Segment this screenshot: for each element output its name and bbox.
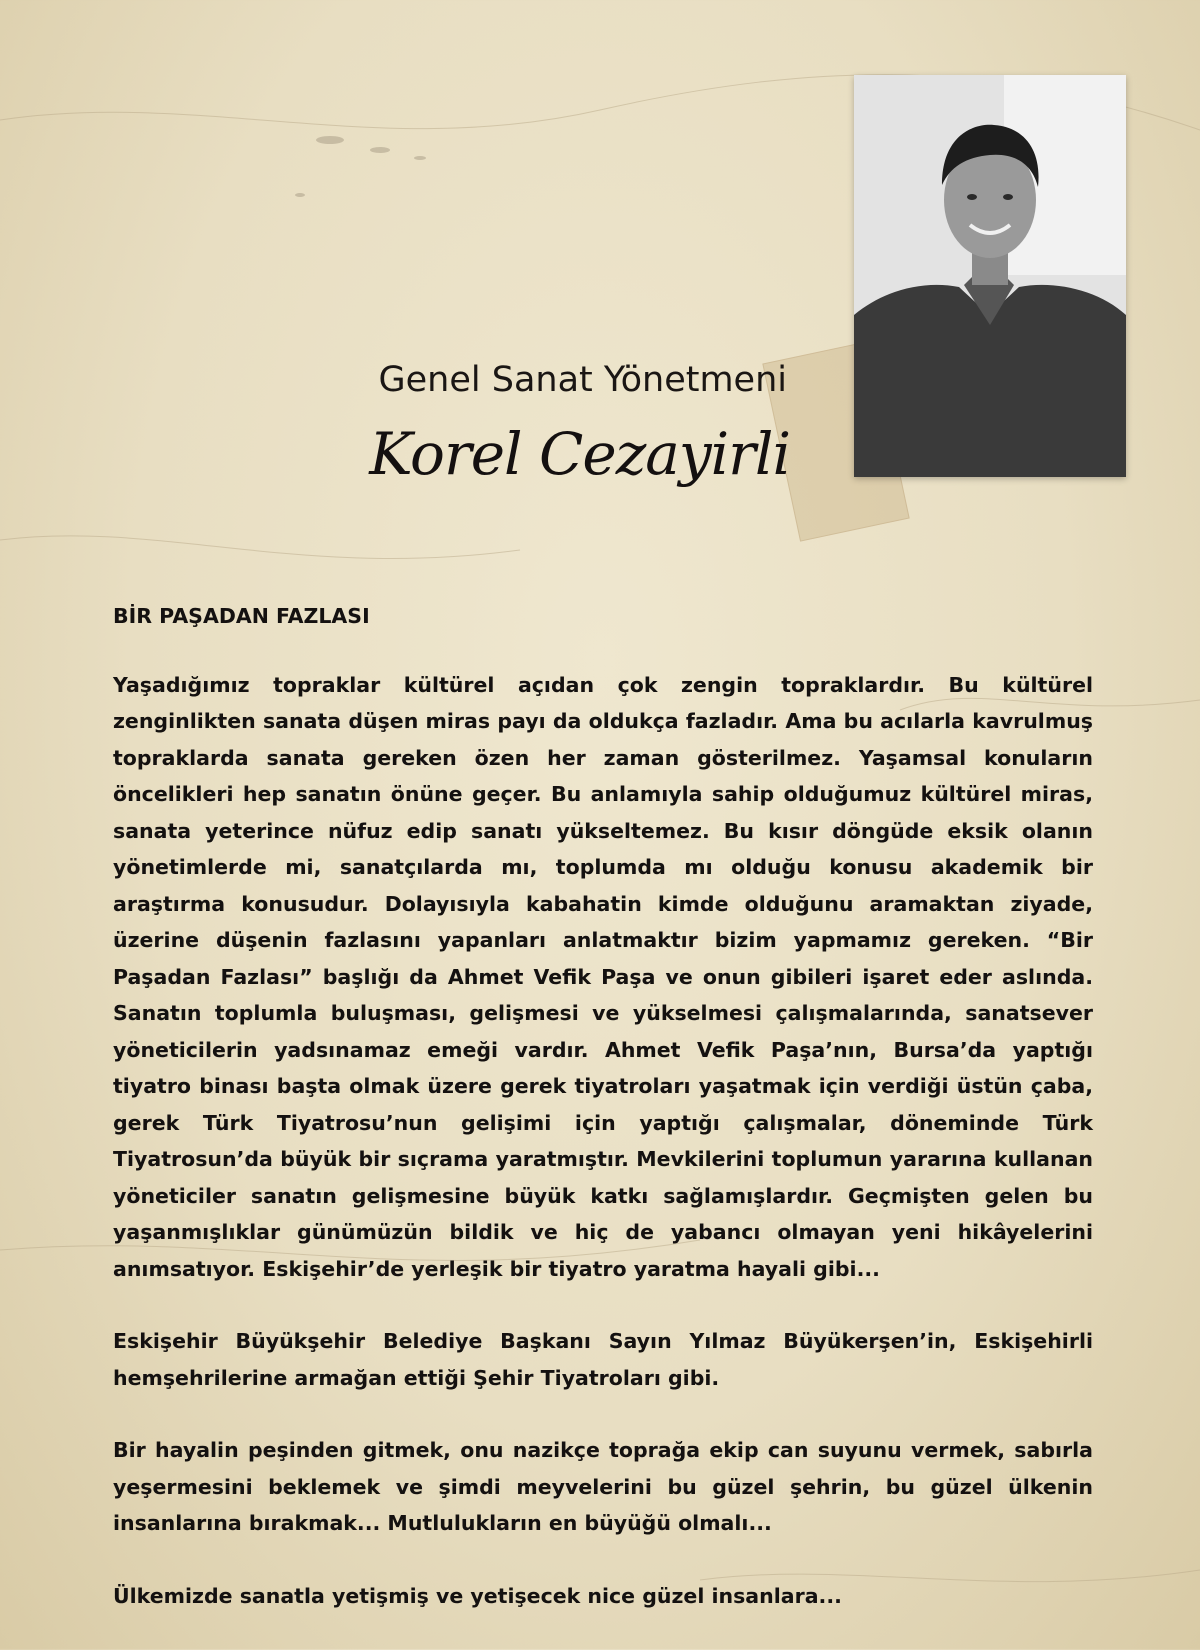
paragraph-4: Ülkemizde sanatla yetişmiş ve yetişecek nice güzel insanlara...	[113, 1583, 842, 1608]
paragraph-3: Bir hayalin peşinden gitmek, onu nazikçe toprağa ekip can suyunu vermek, sabırla yeşermesini beklemek ve şimdi meyvelerini bu güzel şehrin, bu güzel ülkenin insanlarına bırakmak... Mutlulukların en büyüğü olmalı...	[113, 1438, 1093, 1535]
paragraph-2: Eskişehir Büyükşehir Belediye Başkanı Sayın Yılmaz Büyükerşen’in, Eskişehirli hemşehrilerine armağan ettiği Şehir Tiyatroları gibi.	[113, 1329, 1093, 1390]
article-heading: BİR PAŞADAN FAZLASI	[113, 604, 370, 628]
role-title: Genel Sanat Yönetmeni	[378, 360, 787, 400]
person-name: Korel Cezayirli	[369, 420, 790, 488]
article-body	[113, 598, 1093, 1650]
paragraph-1: Yaşadığımız topraklar kültürel açıdan çok zengin topraklardır. Bu kültürel zenginlikten sanata düşen miras payı da oldukça fazladır. Ama bu acılarla kavrulmuş topraklarda sanata gereken özen her zaman gösterilmez. Yaşamsal konuların öncelikleri hep sanatın önüne geçer. Bu anlamıyla sahip olduğumuz kültürel miras, sanata yeterince nüfuz edip sanatı yükseltemez. Bu kısır döngüde eksik olanın yönetimlerde mi, sanatçılarda mı, toplumda mı olduğu konusu akademik bir araştırma konusudur. Dolayısıyla kabahatin kimde olduğunu aramaktan ziyade, üzerine düşenin fazlasını yapanları anlatmaktır bizim yapmamız gereken. “Bir Paşadan Fazlası” başlığı da Ahmet Vefik Paşa ve onun gibileri işaret eder aslında. Sanatın toplumla buluşması, gelişmesi ve yükselmesi çalışmalarında, sanatsever yöneticilerin yadsınamaz emeği vardır. Ahmet Vefik Paşa’nın, Bursa’da yaptığı tiyatro binası başta olmak üzere gerek tiyatroları yaşatmak için verdiği üstün çaba, gerek Türk Tiyatrosu’nun gelişimi için yaptığı çalışmalar, döneminde Türk Tiyatrosun’da büyük bir sıçrama yaratmıştır. Mevkilerini toplumun yararına kullanan yöneticiler sanatın gelişmesine büyük katkı sağlamışlardır. Geçmişten gelen bu yaşanmışlıklar günümüzün bildik ve hiç de yabancı olmayan yeni hikâyelerini anımsatıyor. Eskişehir’de yerleşik bir tiyatro yaratma hayali gibi...	[113, 672, 1093, 1281]
portrait-photo	[854, 75, 1126, 477]
